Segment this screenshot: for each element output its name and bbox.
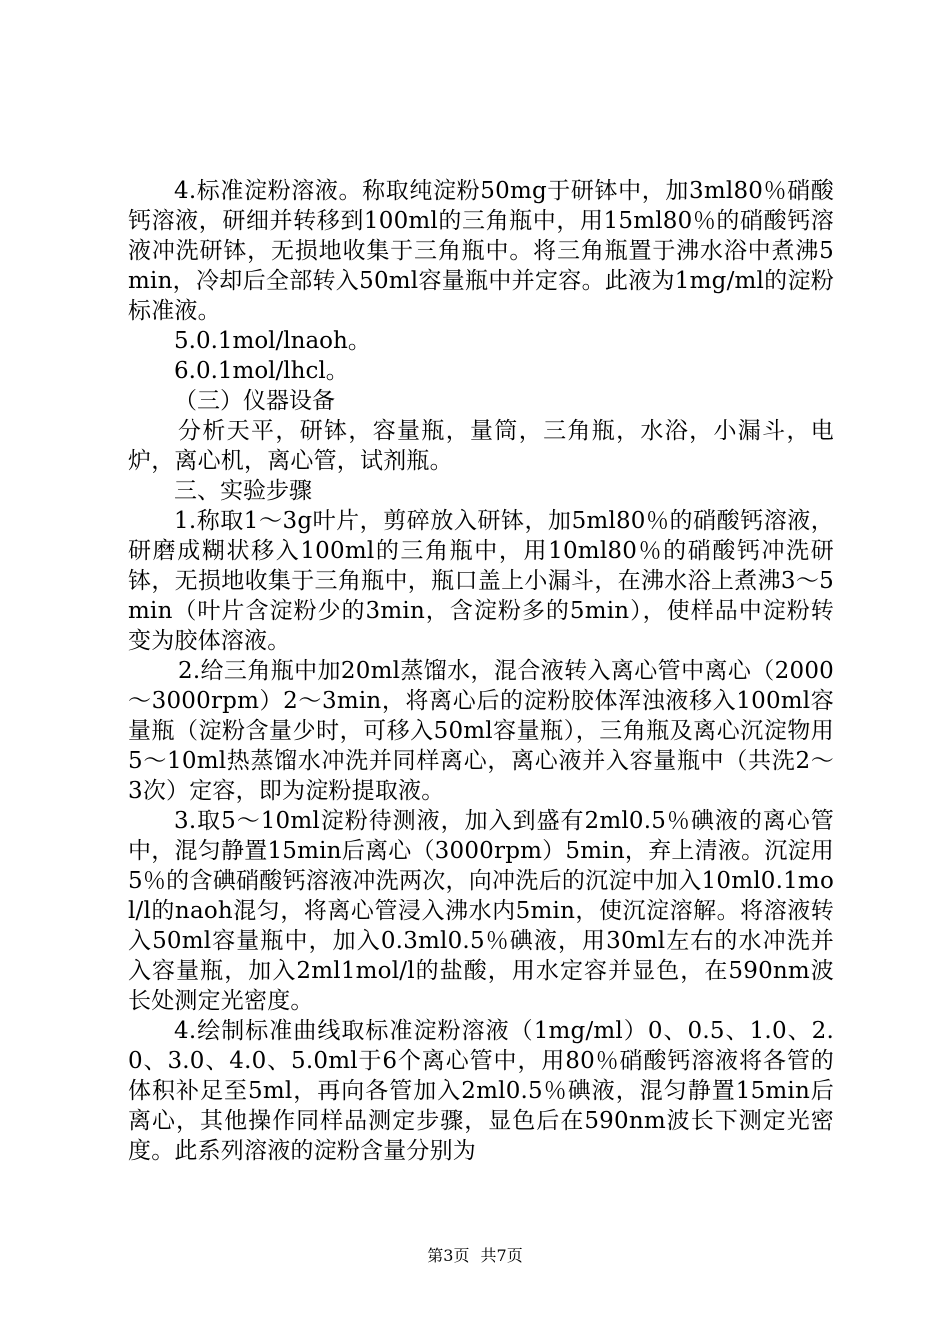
document-body (128, 176, 834, 1166)
paragraph-step-1: 1.称取1～3g叶片，剪碎放入研钵，加5ml80％的硝酸钙溶液，研磨成糊状移入100ml的三角瓶中，用10ml80％的硝酸钙冲洗研钵，无损地收集于三角瓶中，瓶口盖上小漏斗，在沸水浴上煮沸3～5min（叶片含淀粉少的3min，含淀粉多的5min），使样品中淀粉转变为胶体溶液。 (128, 508, 834, 654)
paragraph-reagent-5: 5.0.1mol/lnaoh。 (174, 328, 371, 354)
paragraph-step-4: 4.绘制标准曲线取标准淀粉溶液（1mg/ml）0、0.5、1.0、2.0、3.0、4.0、5.0ml于6个离心管中，用80％硝酸钙溶液将各管的体积补足至5ml，再向各管加入2ml0.5％碘液，混匀静置15min后离心，其他操作同样品测定步骤，显色后在590nm波长下测定光密度。此系列溶液的淀粉含量分别为 (128, 1018, 834, 1164)
paragraph-step-3: 3.取5～10ml淀粉待测液，加入到盛有2ml0.5％碘液的离心管中，混匀静置15min后离心（3000rpm）5min，弃上清液。沉淀用5％的含碘硝酸钙溶液冲洗两次，向冲洗后的沉淀中加入10ml0.1mol/l的naoh混匀，将离心管浸入沸水内5min，使沉淀溶解。将溶液转入50ml容量瓶中，加入0.3ml0.5％碘液，用30ml左右的水冲洗并入容量瓶，加入2ml1mol/l的盐酸，用水定容并显色，在590nm波长处测定光密度。 (128, 808, 834, 1014)
page-footer (0, 1246, 950, 1266)
page-total: 共7页 (480, 1246, 523, 1265)
section-heading-equipment: （三）仪器设备 (174, 388, 335, 414)
page-number: 第3页 (427, 1246, 470, 1265)
paragraph-equipment-list: 分析天平，研钵，容量瓶，量筒，三角瓶，水浴，小漏斗，电炉，离心机，离心管，试剂瓶。 (128, 418, 834, 474)
paragraph-reagent-4: 4.标准淀粉溶液。称取纯淀粉50mg于研钵中，加3ml80％硝酸钙溶液，研细并转移到100ml的三角瓶中，用15ml80％的硝酸钙溶液冲洗研钵，无损地收集于三角瓶中。将三角瓶置于沸水浴中煮沸5min，冷却后全部转入50ml容量瓶中并定容。此液为1mg/ml的淀粉标准液。 (128, 178, 834, 324)
section-heading-steps: 三、实验步骤 (174, 478, 312, 504)
paragraph-reagent-6: 6.0.1mol/lhcl。 (174, 358, 349, 384)
paragraph-step-2: 2.给三角瓶中加20ml蒸馏水，混合液转入离心管中离心（2000～3000rpm）2～3min，将离心后的淀粉胶体浑浊液移入100ml容量瓶（淀粉含量少时，可移入50ml容量瓶），三角瓶及离心沉淀物用5～10ml热蒸馏水冲洗并同样离心，离心液并入容量瓶中（共洗2～3次）定容，即为淀粉提取液。 (128, 658, 834, 804)
